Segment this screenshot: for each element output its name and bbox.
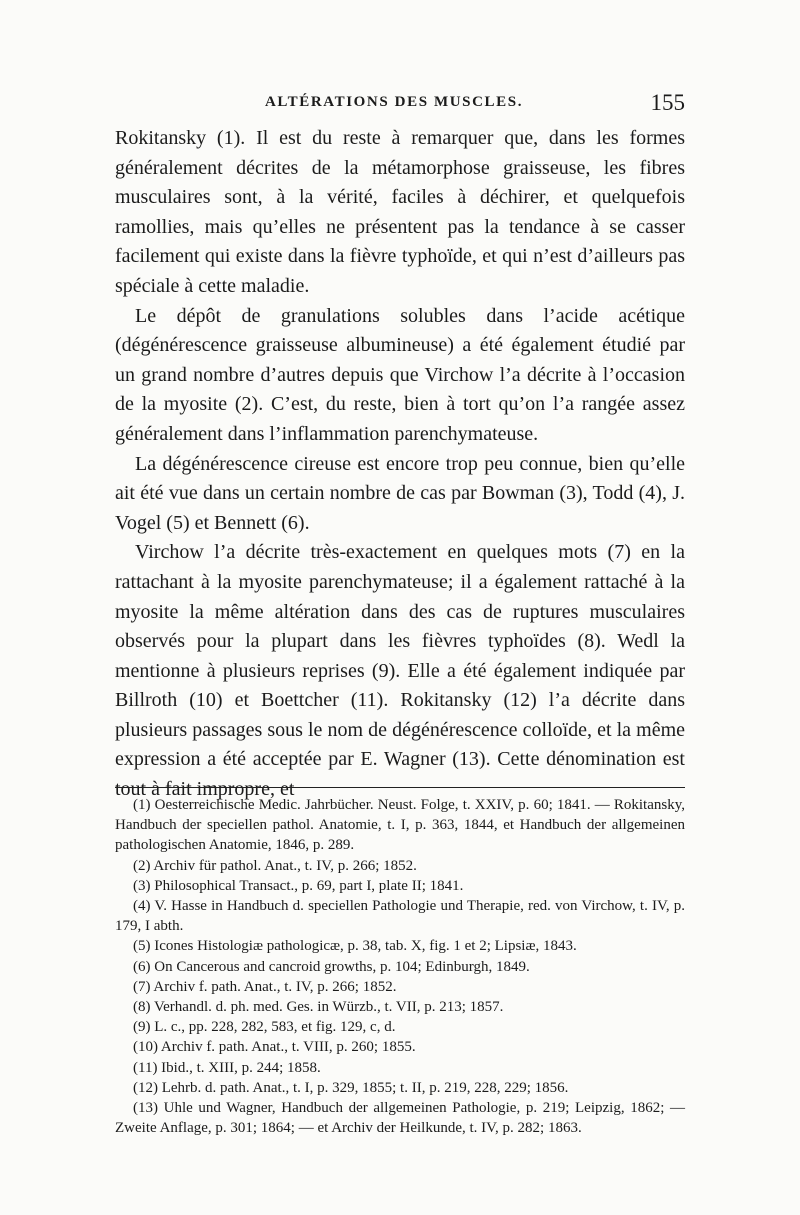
paragraph: Virchow l’a décrite très-exactement en quelques mots (7) en la rattachant à la myosite parenchymateuse; il a également rattaché à la myosite la même altération dans des cas de ruptures musculaires observés pour la plupart dans les fièvres typhoïdes (8). Wedl la mentionne à plusieurs reprises (9). Elle a été également indiquée par Billroth (10) et Boettcher (11). Rokitansky (12) l’a décrite dans plusieurs passages sous le nom de dégénérescence colloïde, et la même expression a été acceptée par E. Wagner (13). Cette dénomination est tout à fait impropre, et <box>115 541 685 801</box>
footnote: (2) Archiv für pathol. Anat., t. IV, p. 266; 1852. <box>133 857 417 874</box>
footnote: (3) Philosophical Transact., p. 69, part I, plate II; 1841. <box>133 877 464 894</box>
footnotes <box>115 795 685 1138</box>
body-text <box>115 124 685 805</box>
footnote: (1) Oesterreichische Medic. Jahrbücher. Neust. Folge, t. XXIV, p. 60; 1841. — Rokitansky, Handbuch der speciellen pathol. Anatomie, t. I, p. 363, 1844, et Handbuch der allgemeinen pathologischen Anatomie, 1846, p. 289. <box>115 797 685 854</box>
paragraph: La dégénérescence cireuse est encore trop peu connue, bien qu’elle ait été vue dans un certain nombre de cas par Bowman (3), Todd (4), J. Vogel (5) et Bennett (6). <box>115 452 685 534</box>
paragraph: Rokitansky (1). Il est du reste à remarquer que, dans les formes généralement décrites de la métamorphose graisseuse, les fibres musculaires sont, à la vérité, faciles à déchirer, et quelquefois ramollies, mais qu’elles ne présentent pas la tendance à se casser facilement qui existe dans la fièvre typhoïde, et qui n’est d’ailleurs pas spéciale à cette maladie. <box>115 127 685 297</box>
footnote-separator <box>115 787 685 788</box>
footnote: (5) Icones Histologiæ pathologicæ, p. 38, tab. X, fig. 1 et 2; Lipsiæ, 1843. <box>133 938 577 955</box>
footnote: (11) Ibid., t. XIII, p. 244; 1858. <box>133 1059 321 1076</box>
footnote: (9) L. c., pp. 228, 282, 583, et fig. 129, c, d. <box>133 1019 396 1036</box>
page-number: 155 <box>650 90 685 115</box>
paragraph: Le dépôt de granulations solubles dans l’acide acétique (dégénérescence graisseuse albumineuse) a été également étudié par un grand nombre d’autres depuis que Virchow l’a décrite à l’occasion de la myosite (2). C’est, du reste, bien à tort qu’on l’a rangée assez généralement dans l’inflammation parenchymateuse. <box>115 304 685 445</box>
footnote: (4) V. Hasse in Handbuch d. speciellen Pathologie und Therapie, red. von Virchow, t. IV, p. 179, I abth. <box>115 898 685 935</box>
page-header <box>115 92 685 122</box>
footnote: (13) Uhle und Wagner, Handbuch der allgemeinen Pathologie, p. 219; Leipzig, 1862; — Zweite Anflage, p. 301; 1864; — et Archiv der Heilkunde, t. IV, p. 282; 1863. <box>115 1100 685 1137</box>
running-title: ALTÉRATIONS DES MUSCLES. <box>265 94 524 110</box>
footnote: (12) Lehrb. d. path. Anat., t. I, p. 329, 1855; t. II, p. 219, 228, 229; 1856. <box>133 1079 569 1096</box>
footnote: (8) Verhandl. d. ph. med. Ges. in Würzb., t. VII, p. 213; 1857. <box>133 999 504 1016</box>
footnote: (7) Archiv f. path. Anat., t. IV, p. 266; 1852. <box>133 978 397 995</box>
footnote: (6) On Cancerous and cancroid growths, p. 104; Edinburgh, 1849. <box>133 958 530 975</box>
footnote: (10) Archiv f. path. Anat., t. VIII, p. 260; 1855. <box>133 1039 416 1056</box>
